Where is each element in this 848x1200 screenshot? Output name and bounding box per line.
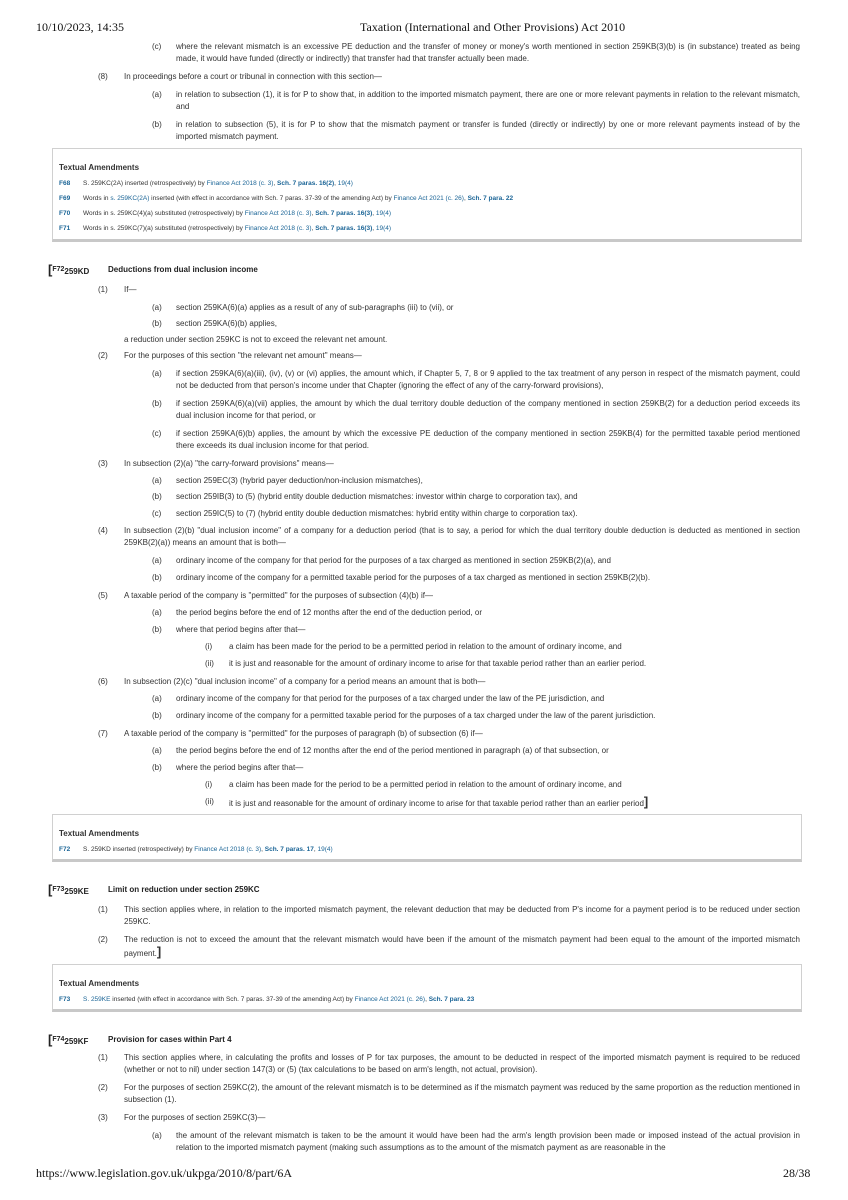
amendment-link[interactable]: Finance Act 2021 (c. 26) bbox=[354, 996, 426, 1003]
subsection-text: A taxable period of the company is "permitted" for the purposes of paragraph (b) of subsection (6) if— bbox=[124, 729, 483, 738]
subsection-label: (3) bbox=[98, 459, 108, 468]
amendment-link[interactable]: Finance Act 2018 (c. 3) bbox=[206, 180, 274, 187]
para-text: a claim has been made for the period to be a permitted period in relation to the amount of ordinary income, and bbox=[229, 642, 622, 651]
amendments-title: Textual Amendments bbox=[59, 829, 140, 838]
amendment-ref[interactable]: F74 bbox=[52, 1036, 65, 1043]
para-text: a claim has been made for the period to be a permitted period in relation to the amount of ordinary income, and bbox=[229, 780, 622, 789]
subsection-label: (4) bbox=[98, 526, 108, 535]
para-label: (b) bbox=[152, 711, 162, 720]
subsection-text: The reduction is not to exceed the amount that the relevant mismatch would have been if the amount of the mismatch payment had been equal to the amount of the imported mismatch payment.] bbox=[124, 935, 800, 959]
amendment-link[interactable]: Sch. 7 paras. 16(2) bbox=[277, 180, 335, 187]
amendment-ref[interactable]: F72 bbox=[52, 266, 65, 273]
para-text: section 259EC(3) (hybrid payer deduction/non-inclusion mismatches), bbox=[176, 476, 423, 485]
subsection-label: (8) bbox=[98, 72, 108, 81]
subsection-label: (1) bbox=[98, 285, 108, 294]
section-heading: [F73259KE Limit on reduction under section 259KC bbox=[48, 882, 260, 897]
closing-bracket: ] bbox=[643, 794, 649, 809]
section-title: Limit on reduction under section 259KC bbox=[108, 885, 260, 894]
closing-bracket: ] bbox=[156, 944, 162, 959]
para-label: (i) bbox=[205, 780, 213, 789]
subsection-label: (2) bbox=[98, 1083, 108, 1092]
amendment-link[interactable]: S. 259KE bbox=[83, 996, 111, 1003]
para-text: section 259IC(5) to (7) (hybrid entity double deduction mismatches: hybrid entity within charge to corporation tax). bbox=[176, 509, 578, 518]
para-text: if section 259KA(6)(a)(iii), (iv), (v) or (vi) applies, the amount which, if Chapter 5, 7, 8 or 9 applied to the tax treatment of any person in respect of the mismatch payment, could not be deducted from that person's income under that Chapter (ignoring the effect of any of the carry-forward provisions), bbox=[176, 369, 800, 390]
para-text: it is just and reasonable for the amount of ordinary income to arise for that taxable period rather than an earlier period. bbox=[229, 659, 647, 668]
subsection-label: (5) bbox=[98, 591, 108, 600]
section-heading: [F74259KF Provision for cases within Part 4 bbox=[48, 1032, 232, 1047]
document-title: Taxation (International and Other Provisions) Act 2010 bbox=[360, 20, 626, 34]
para-text: in relation to subsection (1), it is for P to show that, in addition to the imported mismatch payment, there are one or more relevant payments in relation to the relevant mismatch, and bbox=[176, 90, 800, 111]
amendment-link[interactable]: Sch. 7 paras. 17 bbox=[264, 846, 314, 853]
para-text: section 259KA(6)(a) applies as a result of any of sub-paragraphs (iii) to (vii), or bbox=[176, 303, 454, 312]
para-label: (ii) bbox=[205, 797, 214, 806]
amendment-link[interactable]: s. 259KC(2A) bbox=[110, 195, 150, 202]
para-label: (a) bbox=[152, 1131, 162, 1140]
amendment-item: F68 S. 259KC(2A) inserted (retrospectively) by Finance Act 2018 (c. 3), Sch. 7 paras. 16(2), 19(4) bbox=[59, 180, 353, 187]
amendment-link[interactable]: Finance Act 2018 (c. 3) bbox=[244, 225, 312, 232]
subsection-label: (1) bbox=[98, 905, 108, 914]
para-text: section 259IB(3) to (5) (hybrid entity double deduction mismatches: investor within charge to corporation tax), and bbox=[176, 492, 578, 501]
subsection-text: In subsection (2)(b) "dual inclusion income" of a company for a deduction period (that is to say, a period for which the dual territory double deduction is deducted as mentioned in section 259KB(2)(a)) means an amount that is both— bbox=[124, 526, 800, 547]
amendment-link[interactable]: Sch. 7 paras. 16(3) bbox=[315, 210, 373, 217]
amendment-link[interactable]: Finance Act 2018 (c. 3) bbox=[194, 846, 262, 853]
subsection-label: (7) bbox=[98, 729, 108, 738]
para-text: the period begins before the end of 12 months after the end of the deduction period, or bbox=[176, 608, 482, 617]
print-datetime: 10/10/2023, 14:35 bbox=[36, 20, 125, 34]
subsection-text: A taxable period of the company is "permitted" for the purposes of subsection (4)(b) if— bbox=[124, 591, 433, 600]
page-number: 28/38 bbox=[783, 1166, 811, 1180]
para-label: (a) bbox=[152, 608, 162, 617]
para-text: where the relevant mismatch is an excessive PE deduction and the transfer of money or money's worth mentioned in section 259KB(3)(b) is (in substance) treated as being made, it would have funded (directly or indirectly) that transfer had that transfer actually been made. bbox=[176, 42, 800, 63]
amendment-link[interactable]: Sch. 7 paras. 16(3) bbox=[315, 225, 373, 232]
textual-amendments-box bbox=[52, 814, 802, 862]
para-label: (b) bbox=[152, 573, 162, 582]
subsection-text: This section applies where, in relation to the imported mismatch payment, the relevant deduction that may be deducted from P's income for a payment period is to be reduced under section 259KC. bbox=[124, 905, 800, 926]
para-label: (ii) bbox=[205, 659, 214, 668]
para-label: (a) bbox=[152, 556, 162, 565]
section-title: Deductions from dual inclusion income bbox=[108, 265, 258, 274]
para-text: a reduction under section 259KC is not to exceed the relevant net amount. bbox=[124, 335, 388, 344]
para-label: (a) bbox=[152, 303, 162, 312]
para-text: in relation to subsection (5), it is for P to show that the mismatch payment or transfer is funded (directly or indirectly) by one or more relevant payments instead of by the imported mismatch payment. bbox=[176, 120, 800, 141]
amendment-key[interactable]: F69 bbox=[59, 195, 71, 202]
para-text: if section 259KA(6)(b) applies, the amount by which the excessive PE deduction of the company mentioned in section 259KB(4) for the permitted taxable period mentioned there exceeds its dual inclusion income for that period. bbox=[176, 429, 800, 450]
subsection-text: For the purposes of section 259KC(2), the amount of the relevant mismatch is to be determined as if the mismatch payment was reduced by the same proportion as the reduction mentioned in subsection (1). bbox=[124, 1083, 800, 1104]
para-label: (i) bbox=[205, 642, 213, 651]
amendment-item: F71 Words in s. 259KC(7)(a) substituted (retrospectively) by Finance Act 2018 (c. 3), Sch. 7 paras. 16(3), 19(4) bbox=[59, 225, 392, 232]
amendment-link[interactable]: Sch. 7 para. 22 bbox=[467, 195, 514, 202]
amendment-key[interactable]: F68 bbox=[59, 180, 71, 187]
para-label: (b) bbox=[152, 492, 162, 501]
amendment-item: F69 Words in s. 259KC(2A) inserted (with effect in accordance with Sch. 7 paras. 37-39 of the amending Act) by Finance Act 2021 (c. 26), Sch. 7 para. 22 bbox=[59, 195, 514, 202]
para-text: ordinary income of the company for that period for the purposes of a tax charged as mentioned in section 259KB(2)(a), and bbox=[176, 556, 611, 565]
amendment-item: F70 Words in s. 259KC(4)(a) substituted (retrospectively) by Finance Act 2018 (c. 3), Sch. 7 paras. 16(3), 19(4) bbox=[59, 210, 392, 217]
amendment-key[interactable]: F70 bbox=[59, 210, 71, 217]
subsection-text: In subsection (2)(c) "dual inclusion income" of a company for a period means an amount that is both— bbox=[124, 677, 486, 686]
amendment-link[interactable]: Finance Act 2018 (c. 3) bbox=[244, 210, 312, 217]
para-text: if section 259KA(6)(a)(vii) applies, the amount by which the dual territory double deduction of the company mentioned in section 259KB(2) for a deduction period exceeds its dual inclusion income for that period, or bbox=[176, 399, 800, 420]
amendment-key[interactable]: F71 bbox=[59, 225, 71, 232]
textual-amendments-box bbox=[52, 964, 802, 1012]
amendment-key[interactable]: F73 bbox=[59, 996, 71, 1003]
amendment-link[interactable]: Sch. 7 para. 23 bbox=[428, 996, 475, 1003]
amendments-title: Textual Amendments bbox=[59, 163, 140, 172]
amendment-key[interactable]: F72 bbox=[59, 846, 71, 853]
para-text: the period begins before the end of 12 months after the end of the period mentioned in paragraph (a) of that subsection, or bbox=[176, 746, 609, 755]
amendment-link[interactable]: 19(4) bbox=[375, 210, 392, 217]
subsection-text: In subsection (2)(a) "the carry-forward provisions" means— bbox=[124, 459, 334, 468]
para-text: section 259KA(6)(b) applies, bbox=[176, 319, 277, 328]
para-label: (c) bbox=[152, 42, 162, 51]
subsection-label: (1) bbox=[98, 1053, 108, 1062]
subsection-text: For the purposes of this section "the relevant net amount" means— bbox=[124, 351, 362, 360]
subsection-label: (6) bbox=[98, 677, 108, 686]
page-url: https://www.legislation.gov.uk/ukpga/2010/8/part/6A bbox=[36, 1166, 293, 1180]
para-label: (a) bbox=[152, 476, 162, 485]
para-label: (b) bbox=[152, 399, 162, 408]
para-text: where that period begins after that— bbox=[176, 625, 306, 634]
amendments-title: Textual Amendments bbox=[59, 979, 140, 988]
para-label: (b) bbox=[152, 763, 162, 772]
para-label: (a) bbox=[152, 746, 162, 755]
subsection-label: (3) bbox=[98, 1113, 108, 1122]
para-label: (c) bbox=[152, 429, 162, 438]
para-label: (c) bbox=[152, 509, 162, 518]
para-text: the amount of the relevant mismatch is taken to be the amount it would have been had the arm's length provision been made or imposed instead of the actual provision in relation to the imported mismatch payment (making such assumptions as to the amount of the mismatch payment as are reasonable in the bbox=[176, 1131, 800, 1152]
amendment-item: F73 S. 259KE inserted (with effect in accordance with Sch. 7 paras. 37-39 of the amending Act) by Finance Act 2021 (c. 26), Sch. 7 para. 23 bbox=[59, 996, 475, 1003]
para-label: (b) bbox=[152, 120, 162, 129]
amendment-link[interactable]: 19(4) bbox=[337, 180, 353, 187]
subsection-label: (2) bbox=[98, 351, 108, 360]
subsection-text: This section applies where, in calculating the profits and losses of P for tax purposes, the amount to be deducted in respect of the imported mismatch payment is required to be reduced (whether or not to nil) under section 147(3) or (5) (tax calculations to be based on arm's length, not actual, provision). bbox=[124, 1053, 800, 1074]
para-text: it is just and reasonable for the amount of ordinary income to arise for that taxable period rather than an earlier period] bbox=[229, 794, 649, 809]
subsection-text: In proceedings before a court or tribunal in connection with this section— bbox=[124, 72, 382, 81]
section-title: Provision for cases within Part 4 bbox=[108, 1035, 232, 1044]
amendment-item: F72 S. 259KD inserted (retrospectively) by Finance Act 2018 (c. 3), Sch. 7 paras. 17, 19(4) bbox=[59, 846, 333, 853]
amendment-link[interactable]: Finance Act 2021 (c. 26) bbox=[393, 195, 464, 202]
para-label: (a) bbox=[152, 90, 162, 99]
section-heading: [F72259KD Deductions from dual inclusion income bbox=[48, 262, 258, 277]
para-label: (b) bbox=[152, 319, 162, 328]
para-label: (b) bbox=[152, 625, 162, 634]
subsection-text: For the purposes of section 259KC(3)— bbox=[124, 1113, 266, 1122]
amendment-link[interactable]: 19(4) bbox=[375, 225, 392, 232]
amendment-ref[interactable]: F73 bbox=[52, 886, 65, 893]
para-text: ordinary income of the company for that period for the purposes of a tax charged under the law of the PE jurisdiction, and bbox=[176, 694, 605, 703]
textual-amendments-box bbox=[52, 148, 802, 242]
para-label: (a) bbox=[152, 694, 162, 703]
para-text: where the period begins after that— bbox=[176, 763, 304, 772]
amendment-link[interactable]: 19(4) bbox=[317, 846, 333, 853]
subsection-text: If— bbox=[124, 285, 137, 294]
para-text: ordinary income of the company for a permitted taxable period for the purposes of a tax charged as mentioned in section 259KB(2)(b). bbox=[176, 573, 651, 582]
para-label: (a) bbox=[152, 369, 162, 378]
para-text: ordinary income of the company for a permitted taxable period for the purposes of a tax charged under the law of the parent jurisdiction. bbox=[176, 711, 656, 720]
subsection-label: (2) bbox=[98, 935, 108, 944]
